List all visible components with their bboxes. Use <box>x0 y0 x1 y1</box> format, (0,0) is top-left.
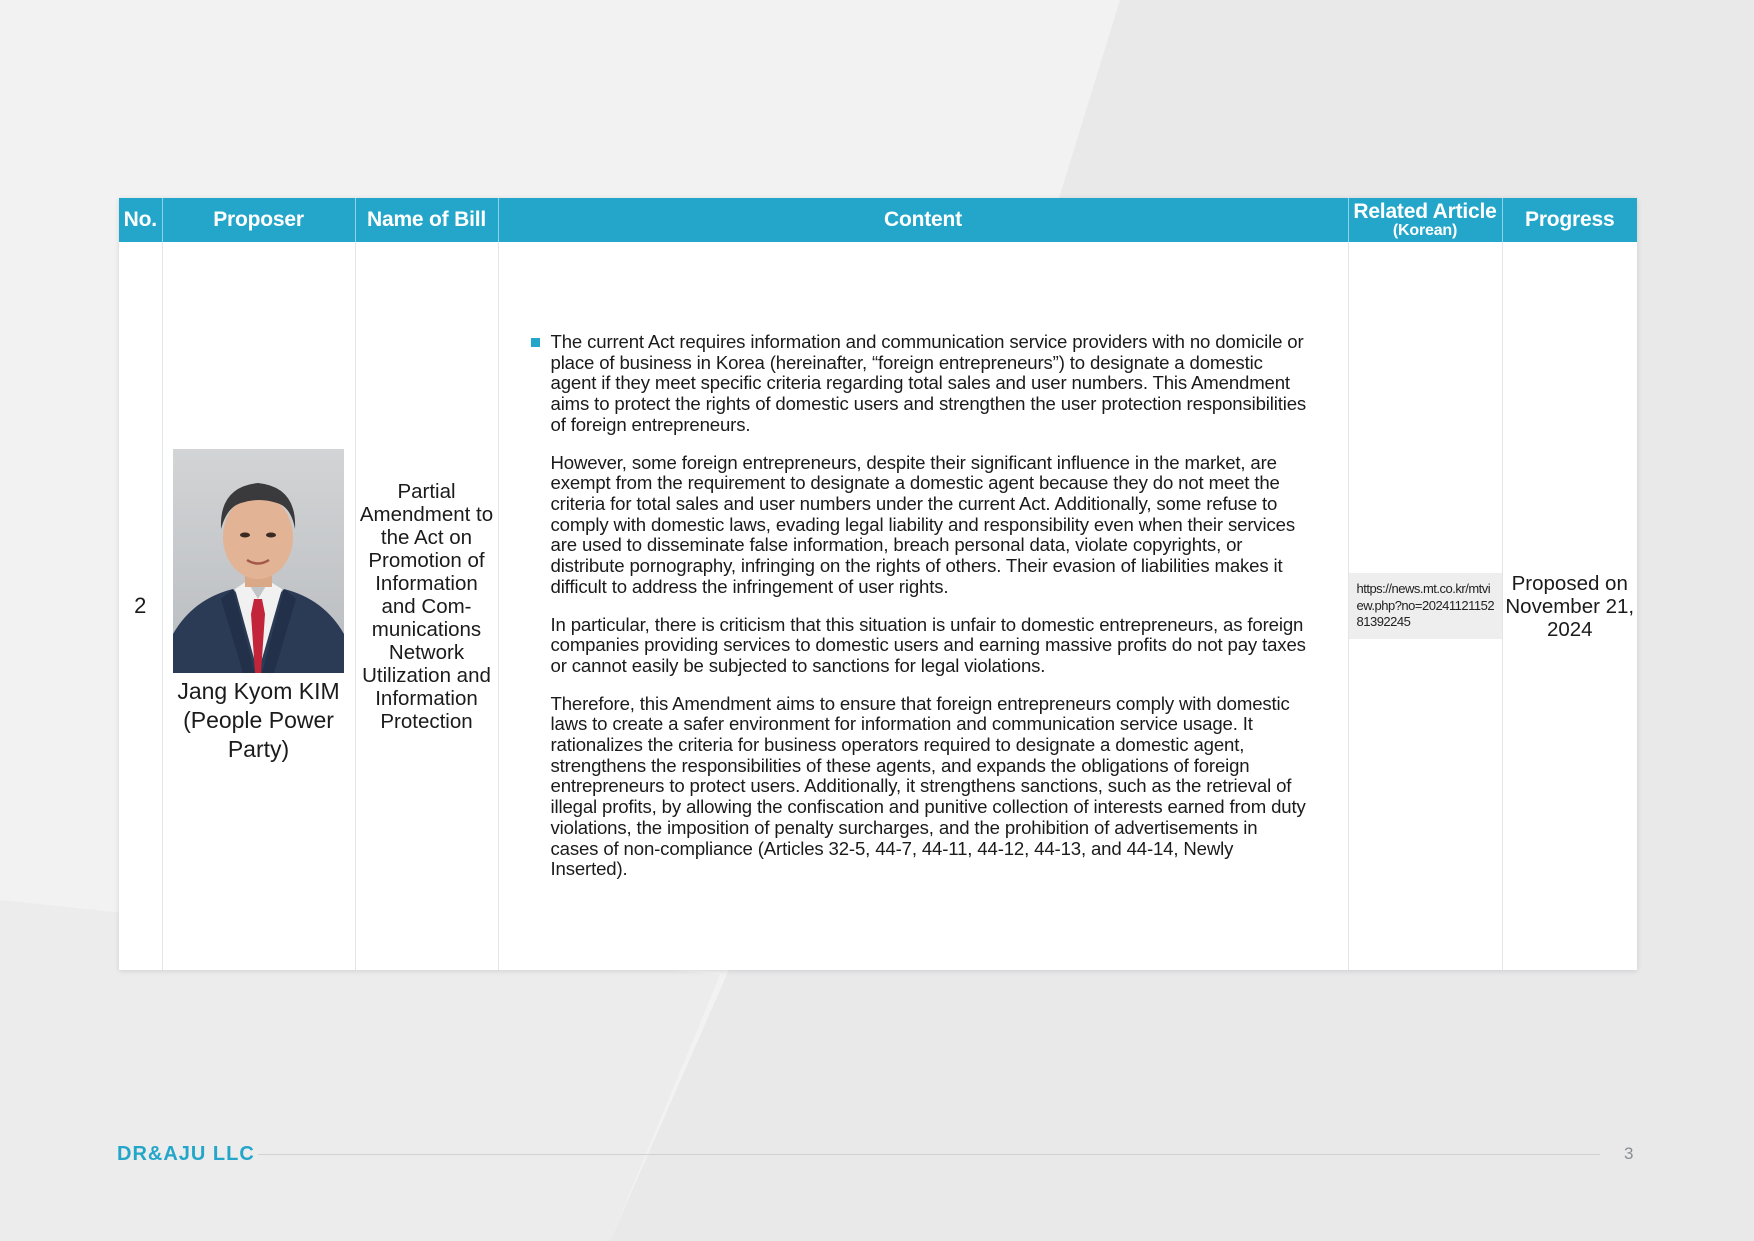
related-article-link[interactable]: https://news.mt.co.kr/mtview.php?no=2024112115281392245 <box>1349 573 1503 639</box>
header-related-article-label: Related Article <box>1353 200 1497 223</box>
page-number: 3 <box>1624 1144 1634 1163</box>
footer-divider <box>258 1154 1600 1155</box>
proposer-party: (People Power Party) <box>183 706 334 762</box>
header-no: No. <box>119 198 162 242</box>
content-paragraph-3: In particular, there is criticism that this situation is unfair to domestic entrepreneurs, as foreign companies providing services to domestic users and earning massive profits do not pay taxes or cannot easily be subjected to sanctions for legal violations. <box>550 613 1306 676</box>
header-related-article-sub: (Korean) <box>1392 222 1458 239</box>
header-bill-name: Name of Bill <box>355 198 498 242</box>
proposer-cell <box>162 242 355 970</box>
bill-name: Partial Amendment to the Act on Promotion of Information and Com-munications Network Utilization and Information Protection <box>355 242 498 970</box>
header-proposer: Proposer <box>162 198 355 242</box>
header-related-article <box>1348 198 1502 242</box>
content-paragraph-1: The current Act requires information and communication service providers with no domicile or place of business in Korea (hereinafter, “foreign entrepreneurs”) to designate a domestic agent if they meet specific criteria regarding total sales and user numbers. This Amendment aims to protect the rights of domestic users and strengthen the user protection responsibilities of foreign entrepreneurs. <box>550 331 1307 435</box>
content-paragraph-4: Therefore, this Amendment aims to ensure that foreign entrepreneurs comply with domestic laws to create a safer environment for information and communication service usage. It rationalizes the criteria for business operators required to designate a domestic agent, strengthens the responsibilities of these agents, and expands the obligations of foreign entrepreneurs to protect users. Additionally, it strengthens sanctions, such as the retrieval of illegal profits, by allowing the confiscation and punitive collection of interests earned from duty violations, the imposition of penalty surcharges, and the prohibition of advertisements in cases of non-compliance (Articles 32-5, 44-7, 44-11, 44-12, 44-13, and 44-14, Newly Inserted). <box>550 692 1306 880</box>
bill-table <box>119 198 1637 970</box>
content-paragraph-2: However, some foreign entrepreneurs, despite their significant influence in the market, are exempt from the requirement to designate a domestic agent because they do not meet the criteria for total sales and user numbers under the current Act. Additionally, some refuse to comply with domestic laws, evading legal liability and responsibility even when their services are used to disseminate false information, breach personal data, violate copyrights, or distribute pornography, infringing on the rights of others. Their evasion of liabilities makes it difficult to address the infringement of user rights. <box>550 451 1295 597</box>
proposer-name: Jang Kyom KIM <box>177 677 340 704</box>
proposer-photo <box>173 449 344 673</box>
footer-brand-logo: DR&AJU LLC <box>117 1143 255 1165</box>
square-bullet-icon <box>531 338 540 347</box>
progress-status: Proposed on November 21, 2024 <box>1505 571 1635 641</box>
row-number: 2 <box>119 242 162 970</box>
header-progress: Progress <box>1502 198 1637 242</box>
table-row <box>119 242 1637 970</box>
proposer-name-block <box>163 677 355 764</box>
content-cell <box>498 242 1348 970</box>
bill-table-container <box>119 198 1637 970</box>
table-header-row <box>119 198 1637 242</box>
content-body <box>531 332 1308 880</box>
header-content: Content <box>498 198 1348 242</box>
related-article-cell <box>1348 242 1502 970</box>
